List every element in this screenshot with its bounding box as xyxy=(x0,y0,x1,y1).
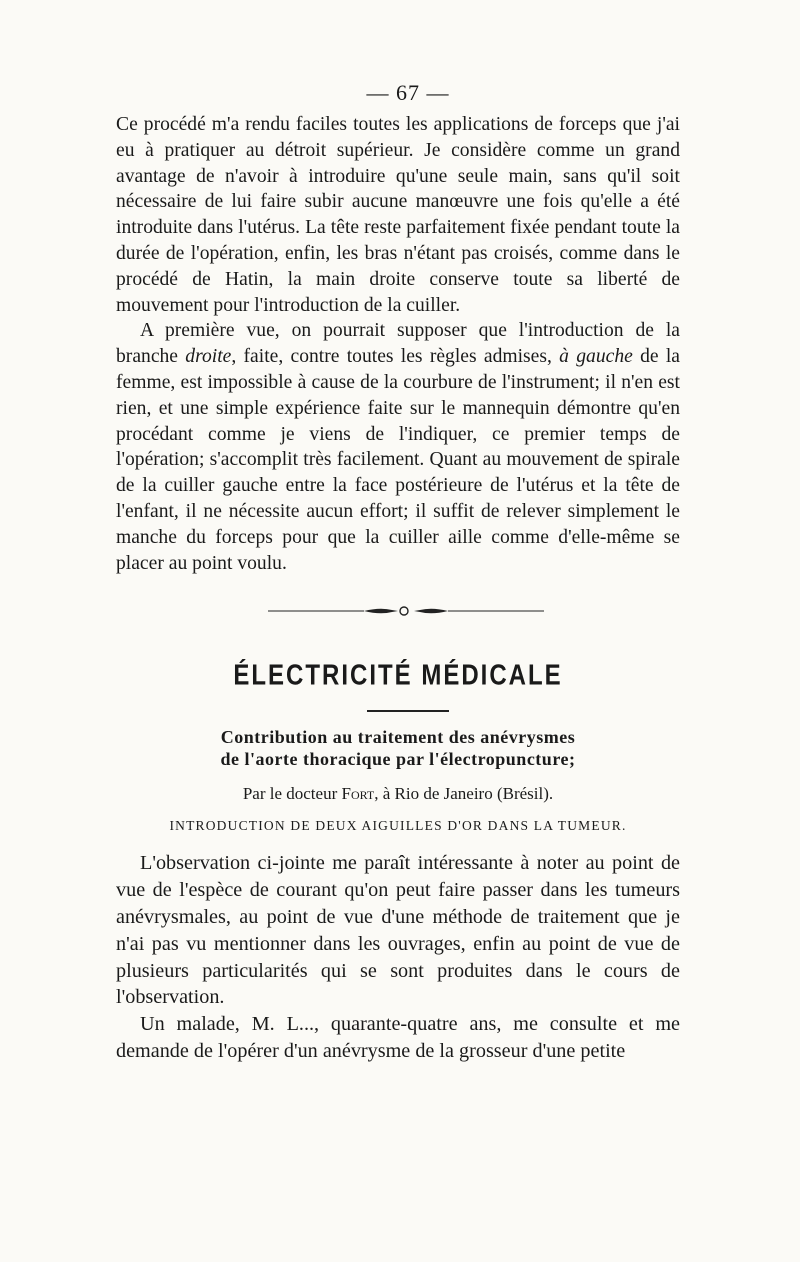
book-page xyxy=(116,80,680,1065)
paragraph-text-part: A première vue, on pourrait supposer que l'introduction de la branche xyxy=(116,320,680,368)
italic-droite: droite xyxy=(185,346,232,368)
ornament-divider xyxy=(268,604,544,618)
paragraph-text-part: , faite, contre toutes les règles admises, xyxy=(231,346,560,368)
article-title-line: Contribution au traitement des anévrysmes xyxy=(220,727,576,748)
paragraph-first-view xyxy=(116,318,680,576)
byline xyxy=(116,784,680,804)
byline-suffix: , à Rio de Janeiro (Brésil). xyxy=(374,784,554,804)
paragraph-forceps-procedure: Ce procédé m'a rendu faciles toutes les applications de forceps que j'ai eu à pratiquer au détroit supérieur. Je considère comme un grand avantage de n'avoir à introduire qu'une seule main, sans qu'il soit nécessaire de lui faire subir aucune manœuvre une fois qu'elle a été introduite dans l'utérus. La tête reste parfaitement fixée pendant toute la durée de l'opération, enfin, les bras n'étant pas croisés, comme dans le procédé de Hatin, la main droite conserve toute sa liberté de mouvement pour l'introduction de la cuiller. xyxy=(116,114,680,316)
article-body xyxy=(116,850,680,1064)
byline-prefix: Par le docteur xyxy=(242,784,342,804)
paragraph-observation: L'observation ci-jointe me paraît intéressante à noter au point de vue de l'espèce de courant qu'on peut faire passer dans les tumeurs anévrysmales, au point de vue d'une méthode de traitement que je n'ai pas vu mentionner dans les ouvrages, enfin au point de vue de plusieurs particularités qui se sont produites dans le cours de l'observation. xyxy=(116,852,680,1009)
italic-a-gauche: à gauche xyxy=(559,346,633,368)
section-title: ÉLECTRICITÉ MÉDICALE xyxy=(233,659,563,692)
subhead: INTRODUCTION DE DEUX AIGUILLES D'OR DANS LA TUMEUR. xyxy=(169,818,627,834)
page-number: — 67 — xyxy=(366,80,450,105)
paragraph-text-part: de la femme, est impossible à cause de la courbure de l'instrument; il n'en est rien, et une simple expérience faite sur le mannequin démontre qu'en procédant comme je viens de l'indiquer, ce premier temps de l'opération; s'accomplit très facilement. Quant au mouvement de spirale de la cuiller gauche entre la face postérieure de l'utérus et la tête de l'enfant, il ne nécessite aucun effort; il suffit de relever simplement le manche du forceps pour que la cuiller aille comme d'elle-même se placer au point voulu. xyxy=(116,346,680,574)
title-rule xyxy=(367,710,449,712)
byline-author: Fort xyxy=(341,784,375,804)
paragraph-patient: Un malade, M. L..., quarante-quatre ans, me consulte et me demande de l'opérer d'un anévrysme de la grosseur d'une petite xyxy=(116,1013,680,1062)
article-title-line: de l'aorte thoracique par l'électropuncture; xyxy=(220,749,576,770)
article-title xyxy=(116,726,680,770)
